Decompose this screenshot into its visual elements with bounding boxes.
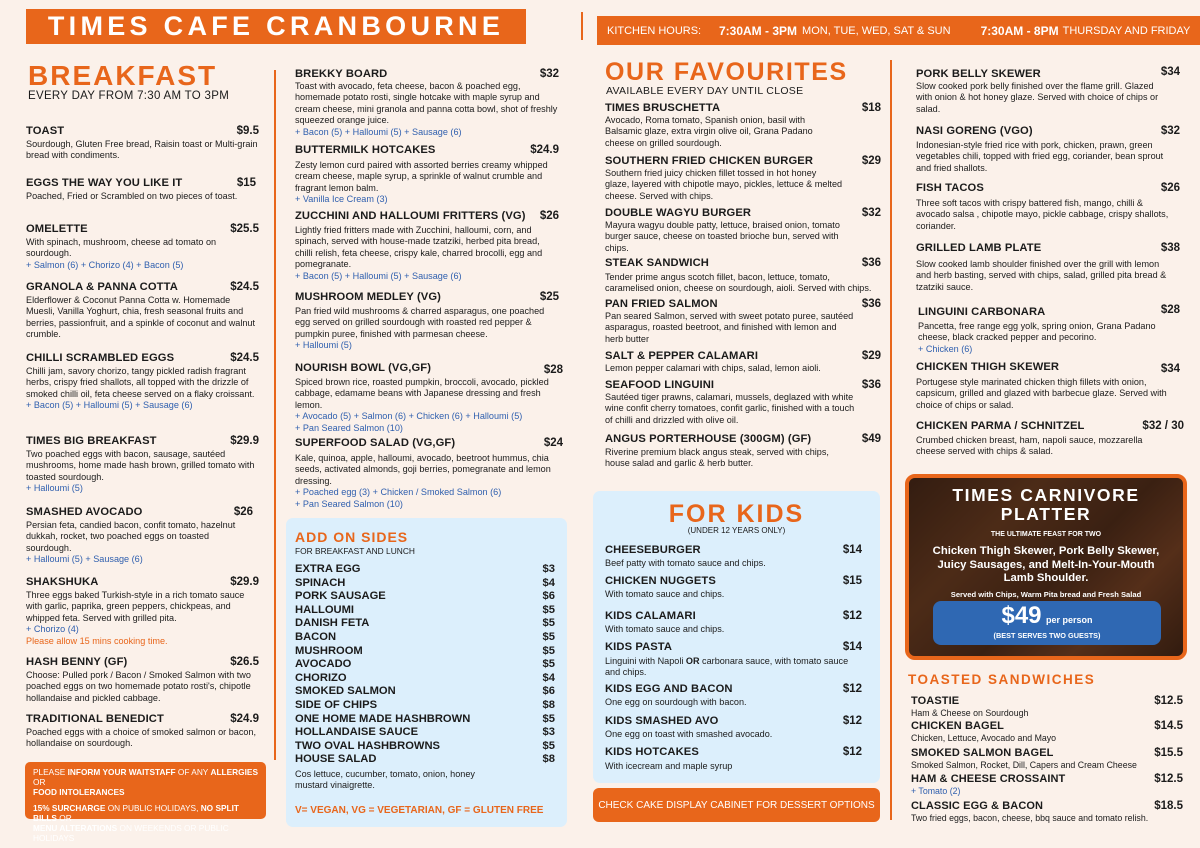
item-desc: Toast with avocado, feta cheese, bacon & poached egg, homemade potato rosti, single hotcake with maple syrup and cream cheese, mini granola and panna cotta bowl, shot of freshly squeezed orange juice.: [295, 81, 558, 126]
item-desc: Sourdough, Gluten Free bread, Raisin toast or Multi-grain bread with condiments.: [26, 139, 258, 161]
item-desc: Beef patty with tomato sauce and chips.: [605, 558, 766, 568]
item-name: CHICKEN PARMA / SCHNITZEL: [916, 420, 1085, 432]
item-price: $38: [1160, 242, 1180, 254]
menu-item: [911, 799, 1183, 824]
item-desc: With icecream and maple syrup: [605, 761, 733, 771]
item-desc: Zesty lemon curd paired with assorted berries creamy whipped cream cheese, maple syrup, a sprinkle of walnut crumble and fragrant lemon balm.: [295, 160, 548, 193]
item-addons: + Bacon (5) + Halloumi (5) + Sausage (6): [295, 126, 462, 137]
side-item: [295, 740, 555, 754]
side-price: $5: [542, 630, 555, 643]
item-desc: Pancetta, free range egg yolk, spring onion, Grana Padano cheese, black cracked pepper and pecorino.: [918, 321, 1156, 343]
item-name: EGGS THE WAY YOU LIKE IT: [26, 177, 183, 189]
side-name: PORK SAUSAGE: [295, 590, 386, 603]
menu-item: [916, 181, 1180, 232]
item-name: CHICKEN BAGEL: [911, 720, 1004, 732]
item-desc: Avocado, Roma tomato, Spanish onion, basil with Balsamic glaze, extra virgin olive oil, Grana Padano cheese on grilled sourdough.: [605, 115, 813, 148]
item-desc: Poached, Fried or Scrambled on two pieces of toast.: [26, 191, 238, 201]
item-price: $26: [233, 506, 253, 518]
menu-item: [295, 143, 559, 206]
side-item: [295, 685, 555, 699]
menu-item: [605, 432, 881, 470]
menu-item: [26, 280, 259, 341]
side-price: $5: [542, 712, 555, 725]
side-price: $5: [542, 644, 555, 657]
item-desc: Lightly fried fritters made with Zucchini, halloumi, corn, and spinach, served with house-made tzatziki, herbed pita bread, chilli relish, feta cheese, crispy kale, charred brocolli, egg and pomegranate.: [295, 225, 543, 270]
menu-item: [605, 378, 881, 426]
item-price: $29.9: [230, 435, 259, 447]
item-name: CHICKEN THIGH SKEWER: [916, 361, 1060, 373]
item-name: MUSHROOM MEDLEY (VG): [295, 291, 441, 303]
item-name: CHEESEBURGER: [605, 544, 701, 556]
item-desc: One egg on toast with smashed avocado.: [605, 729, 773, 739]
item-addons: + Bacon (5) + Halloumi (5) + Sausage (6): [26, 400, 193, 411]
item-name: SMOKED SALMON BAGEL: [911, 747, 1054, 759]
house-salad-desc: Cos lettuce, cucumber, tomato, onion, honey mustard vinaigrette.: [295, 769, 475, 791]
item-name: CHICKEN NUGGETS: [605, 575, 716, 587]
item-desc: Lemon pepper calamari with chips, salad, lemon aioli.: [605, 363, 821, 373]
favourites-subheading: AVAILABLE EVERY DAY UNTIL CLOSE: [606, 85, 804, 97]
hours-time-1: 7:30AM - 3PM: [719, 23, 798, 38]
item-name: KIDS EGG AND BACON: [605, 683, 733, 695]
menu-item: [26, 222, 259, 271]
sides-subheading: FOR BREAKFAST AND LUNCH: [295, 546, 415, 556]
favourites-heading: OUR FAVOURITES: [605, 58, 848, 86]
menu-item: [911, 719, 1183, 744]
add-on-sides-panel: [286, 518, 567, 827]
side-name: AVOCADO: [295, 658, 352, 671]
item-price: $24: [543, 437, 563, 449]
side-name: DANISH FETA: [295, 617, 370, 630]
item-price: $32: [861, 207, 881, 219]
item-name: PAN FRIED SALMON: [605, 298, 718, 310]
menu-item: [916, 67, 1180, 115]
item-price: $25: [539, 291, 559, 303]
menu-item: [916, 241, 1180, 293]
item-desc: Tender prime angus scotch fillet, bacon, lettuce, tomato, caramelised onion, cheese on sourdough, aioli. Served with chips.: [605, 272, 872, 294]
menu-item: [26, 575, 259, 647]
item-name: SOUTHERN FRIED CHICKEN BURGER: [605, 155, 814, 167]
item-desc: Chicken, Lettuce, Avocado and Mayo: [911, 733, 1057, 743]
item-price: $14: [842, 544, 862, 556]
item-name: KIDS CALAMARI: [605, 610, 696, 622]
item-desc: With tomato sauce and chips.: [605, 624, 725, 634]
item-price: $28: [543, 364, 563, 376]
item-name: ANGUS PORTERHOUSE (300GM) (GF): [605, 433, 812, 445]
item-price: $25.5: [230, 223, 259, 235]
item-price: $32 / 30: [1142, 420, 1184, 432]
item-addons: + Bacon (5) + Halloumi (5) + Sausage (6): [295, 270, 462, 281]
item-desc: One egg on sourdough with bacon.: [605, 697, 747, 707]
item-addons: + Tomato (2): [911, 786, 961, 796]
dietary-legend: V= VEGAN, VG = VEGETARIAN, GF = GLUTEN FREE: [295, 805, 544, 816]
item-name: TOASTIE: [911, 695, 960, 707]
side-name: EXTRA EGG: [295, 563, 361, 575]
side-item: [295, 726, 555, 740]
item-addons: + Pan Seared Salmon (10): [295, 422, 403, 433]
item-name: SUPERFOOD SALAD (VG,GF): [295, 437, 456, 449]
item-price: $12.5: [1154, 773, 1183, 785]
page-title: TIMES CAFE CRANBOURNE: [26, 9, 526, 44]
item-name: SEAFOOD LINGUINI: [605, 379, 715, 391]
side-price: $6: [542, 590, 555, 603]
item-desc: Elderflower & Coconut Panna Cotta w. Homemade Muesli, Vanilla Yoghurt, chia, fresh seasonal fruits and berries, passionfruit, and a spinkle of coconut and walnut crumble.: [26, 295, 255, 340]
platter-price: $49: [1001, 602, 1042, 629]
side-name: MUSHROOM: [295, 644, 363, 657]
sides-list: [295, 563, 555, 767]
item-price: $15.5: [1154, 747, 1183, 759]
menu-item: [911, 694, 1183, 719]
item-addons: + Halloumi (5): [295, 340, 352, 351]
menu-item: [916, 124, 1180, 174]
side-item: [295, 563, 555, 577]
item-price: $28: [1160, 304, 1180, 316]
menu-item: [916, 360, 1180, 411]
item-price: $12: [842, 610, 862, 622]
item-name: SALT & PEPPER CALAMARI: [605, 350, 759, 362]
item-price: $18.5: [1154, 800, 1183, 812]
toasted-sandwiches-heading: TOASTED SANDWICHES: [908, 672, 1096, 687]
side-name: SMOKED SALMON: [295, 685, 396, 698]
menu-item: [295, 67, 559, 138]
breakfast-heading: BREAKFAST: [28, 60, 218, 91]
item-addons: + Chorizo (4): [26, 624, 79, 635]
item-addons: + Poached egg (3) + Chicken / Smoked Salmon (6): [295, 487, 502, 498]
platter-desc: Chicken Thigh Skewer, Pork Belly Skewer, Juicy Sausages, and Melt-In-Your-Mouth Lamb Shoulder.: [932, 545, 1160, 584]
item-name: HAM & CHEESE CROSSAINT: [911, 773, 1066, 785]
item-price: $36: [861, 298, 881, 310]
menu-item: [605, 154, 881, 202]
item-name: GRANOLA & PANNA COTTA: [26, 281, 178, 293]
item-name: HASH BENNY (GF): [26, 656, 128, 668]
side-name: SPINACH: [295, 576, 346, 589]
platter-price-badge: [933, 601, 1161, 645]
side-name: HOLLANDAISE SAUCE: [295, 726, 419, 739]
side-item: [295, 753, 555, 767]
menu-item: [26, 434, 259, 495]
side-item: [295, 577, 555, 591]
item-name: DOUBLE WAGYU BURGER: [605, 207, 752, 219]
column-divider: [581, 12, 583, 40]
item-desc: Smoked Salmon, Rocket, Dill, Capers and Cream Cheese: [911, 760, 1137, 770]
item-name: LINGUINI CARBONARA: [918, 306, 1046, 318]
item-name: GRILLED LAMB PLATE: [916, 242, 1042, 254]
item-name: SHAKSHUKA: [26, 576, 99, 588]
menu-item: [605, 256, 881, 295]
side-item: [295, 658, 555, 672]
item-price: $29: [861, 155, 881, 167]
side-name: ONE HOME MADE HASHBROWN: [295, 712, 471, 725]
item-note: Please allow 15 mins cooking time.: [26, 635, 168, 646]
column-divider: [890, 60, 892, 820]
item-desc: With tomato sauce and chips.: [605, 589, 725, 599]
dessert-options-button[interactable]: CHECK CAKE DISPLAY CABINET FOR DESSERT OPTIONS: [593, 788, 880, 822]
hours-days-2: THURSDAY AND FRIDAY: [1062, 24, 1191, 37]
item-desc: Persian feta, candied bacon, confit tomato, hazelnut dukkah, rocket, two poached eggs on toasted sourdough.: [26, 520, 236, 553]
menu-item: [605, 297, 881, 345]
side-item: [295, 631, 555, 645]
menu-item: [605, 609, 862, 635]
menu-item: [295, 290, 559, 352]
item-price: $18: [861, 102, 881, 114]
item-price: $12: [842, 683, 862, 695]
item-price: $12: [842, 715, 862, 727]
item-desc: Ham & Cheese on Sourdough: [911, 708, 1029, 718]
menu-item: [295, 361, 563, 434]
menu-item: [26, 351, 259, 412]
item-name: CHILLI SCRAMBLED EGGS: [26, 352, 175, 364]
menu-item: [911, 772, 1183, 797]
item-addons: + Chicken (6): [918, 343, 973, 354]
item-desc: Slow cooked pork belly finished over the flame grill. Glazed with onion & hot honey glaze. Served with choice of chips or salad.: [916, 81, 1159, 114]
item-price: $32: [1160, 125, 1180, 137]
item-desc: Kale, quinoa, apple, halloumi, avocado, beetroot hummus, chia seeds, activated almonds, goji berries, pomegranate and lemon dressing.: [295, 453, 551, 486]
item-desc: Riverine premium black angus steak, served with chips, house salad and garlic & herb butter.: [605, 447, 829, 469]
item-name: BREKKY BOARD: [295, 68, 388, 80]
item-desc: Two fried eggs, bacon, cheese, bbq sauce and tomato relish.: [911, 813, 1149, 823]
side-item: [295, 713, 555, 727]
item-desc: Sautéed tiger prawns, calamari, mussels, deglazed with white wine confit cherry tomatoes, confit garlic, finished with a touch of chilli and drizzled with olive oil.: [605, 392, 855, 425]
side-item: [295, 645, 555, 659]
kids-heading: FOR KIDS: [668, 500, 805, 528]
side-price: $5: [542, 739, 555, 752]
item-price: $24.5: [230, 352, 259, 364]
carnivore-platter-card: [905, 474, 1187, 660]
item-name: KIDS SMASHED AVO: [605, 715, 719, 727]
breakfast-subheading: EVERY DAY FROM 7:30 AM TO 3PM: [28, 90, 230, 102]
item-addons: + Halloumi (5): [26, 483, 83, 494]
allergy-notice: PLEASE INFORM YOUR WAITSTAFF OF ANY ALLERGIES OR FOOD INTOLERANCES 15% SURCHARGE ON PUBLIC HOLIDAYS, NO SPLIT BILLS OR MENU ALTERATIONS ON WEEKENDS OR PUBLIC HOLIDAYS: [25, 762, 266, 819]
side-item: [295, 699, 555, 713]
item-price: $36: [861, 379, 881, 391]
side-price: $3: [542, 563, 555, 575]
item-addons: + Avocado (5) + Salmon (6) + Chicken (6) + Halloumi (5): [295, 411, 523, 422]
item-name: NASI GORENG (VGO): [916, 125, 1033, 137]
item-name: TOAST: [26, 125, 65, 137]
platter-serves: (BEST SERVES TWO GUESTS): [993, 631, 1101, 640]
item-desc: Linguini with Napoli OR carbonara sauce, with tomato sauce and chips.: [605, 656, 849, 678]
menu-item: [26, 124, 259, 162]
menu-item: [605, 682, 862, 708]
side-price: $4: [542, 576, 555, 589]
side-price: $4: [542, 671, 555, 684]
menu-item: [605, 745, 862, 772]
item-price: $26: [539, 210, 559, 222]
menu-item: [605, 543, 862, 569]
item-desc: Poached eggs with a choice of smoked salmon or bacon, hollandaise on sourdough.: [26, 727, 257, 749]
item-name: PORK BELLY SKEWER: [916, 68, 1041, 80]
item-desc: Two poached eggs with bacon, sausage, sautéed mushrooms, home made hash brown, grilled tomato with toasted sourdough.: [26, 449, 255, 482]
kids-subheading: (UNDER 12 YEARS ONLY): [687, 526, 786, 535]
item-desc: Portugese style marinated chicken thigh fillets with onion, capsicum, grilled and glazed with barbecue glaze. Served with choice of chips or salad.: [916, 377, 1167, 410]
item-price: $32: [539, 68, 559, 80]
item-name: ZUCCHINI AND HALLOUMI FRITTERS (VG): [295, 210, 526, 222]
item-desc: Three eggs baked Turkish-style in a rich tomato sauce with garlic, paprika, green peppers, chickpeas, and whipped feta. Served with grilled pita.: [26, 590, 245, 623]
item-name: KIDS HOTCAKES: [605, 746, 699, 758]
menu-item: [605, 101, 881, 149]
menu-item: [605, 349, 881, 374]
item-desc: Southern fried juicy chicken fillet tossed in hot honey glaze, layered with chipotle mayo, pickles, lettuce & melted cheese. Served with chips.: [605, 168, 843, 201]
item-name: STEAK SANDWICH: [605, 257, 709, 269]
side-name: BACON: [295, 630, 337, 643]
platter-price-unit: per person: [1045, 615, 1093, 625]
item-desc: Slow cooked lamb shoulder finished over the grill with lemon and herb basting, served with chips, salad, grilled pita bread & tzatziki sauce.: [916, 259, 1167, 292]
item-name: SMASHED AVOCADO: [26, 506, 143, 518]
side-price: $8: [542, 698, 555, 711]
item-desc: Mayura wagyu double patty, lettuce, braised onion, tomato burger sauce, cheese on toasted brioche bun, served with chips.: [605, 220, 840, 253]
item-name: BUTTERMILK HOTCAKES: [295, 144, 436, 156]
item-price: $24.9: [230, 713, 259, 725]
menu-item: [26, 712, 259, 750]
side-price: $6: [542, 685, 555, 698]
item-price: $14.5: [1154, 720, 1183, 732]
menu-item: [605, 714, 862, 740]
item-price: $34: [1160, 66, 1180, 78]
side-item: [295, 604, 555, 618]
item-price: $15: [236, 177, 256, 189]
hours-time-2: 7:30AM - 8PM: [980, 23, 1059, 38]
side-price: $5: [542, 603, 555, 616]
item-name: CLASSIC EGG & BACON: [911, 800, 1044, 812]
item-price: $49: [861, 433, 881, 445]
item-desc: Choose: Pulled pork / Bacon / Smoked Salmon with two poached eggs on two homemade potato rosti's, chipotle hollandaise and pickled cabbage.: [26, 670, 251, 703]
item-price: $24.9: [530, 144, 559, 156]
column-divider: [274, 70, 276, 760]
item-desc: Three soft tacos with crispy battered fish, mango, chilli & avocado salsa , chipotle mayo, pickle cabbage, crispy shallots, coriander.: [916, 198, 1169, 231]
item-desc: Pan fried wild mushrooms & charred asparagus, one poached egg served on grilled sourdough with roasted red pepper & pumpkin puree, finished with parmesan cheese.: [295, 306, 545, 339]
item-name: TIMES BRUSCHETTA: [605, 102, 721, 114]
side-item: [295, 672, 555, 686]
menu-item: [605, 640, 862, 679]
item-name: OMELETTE: [26, 223, 88, 235]
side-name: HALLOUMI: [295, 603, 355, 616]
item-desc: Chilli jam, savory chorizo, tangy pickled radish fragrant herbs, crispy fried shallots, all topped with the drizzle of smoked chilli oil, feta cheese served on a flaky croissant.: [26, 366, 255, 399]
item-desc: Crumbed chicken breast, ham, napoli sauce, mozzarella cheese served with chips & salad.: [916, 435, 1143, 457]
item-addons: + Vanilla Ice Cream (3): [295, 194, 388, 205]
item-desc: Pan seared Salmon, served with sweet potato puree, sautéed asparagus, roasted beetroot, and finished with lemon and herb butter: [605, 311, 854, 344]
menu-item: [605, 574, 862, 600]
item-name: TRADITIONAL BENEDICT: [26, 713, 164, 725]
side-price: $8: [542, 753, 555, 766]
item-desc: Spiced brown rice, roasted pumpkin, broccoli, avocado, pickled cabbage, edamame beans with Japanese dressing and fresh lemon.: [295, 377, 549, 410]
side-item: [295, 617, 555, 631]
item-price: $34: [1160, 363, 1180, 375]
item-price: $29: [861, 350, 881, 362]
side-price: $3: [542, 726, 555, 739]
item-price: $26: [1160, 182, 1180, 194]
hours-label: KITCHEN HOURS:: [607, 24, 702, 37]
item-name: NOURISH BOWL (VG,GF): [295, 362, 432, 374]
menu-item: [295, 209, 559, 282]
item-price: $14: [842, 641, 862, 653]
platter-tagline: THE ULTIMATE FEAST FOR TWO: [990, 531, 1102, 538]
side-name: SIDE OF CHIPS: [295, 698, 378, 711]
item-addons: + Halloumi (5) + Sausage (6): [26, 554, 143, 565]
side-name: CHORIZO: [295, 671, 347, 684]
item-name: KIDS PASTA: [605, 641, 673, 653]
sides-heading: ADD ON SIDES: [295, 529, 409, 545]
item-price: $15: [842, 575, 862, 587]
item-addons: + Pan Seared Salmon (10): [295, 498, 403, 509]
item-price: $26.5: [230, 656, 259, 668]
menu-item: [26, 505, 253, 566]
item-price: $29.9: [230, 576, 259, 588]
item-price: $24.5: [230, 281, 259, 293]
hours-days-1: MON, TUE, WED, SAT & SUN: [802, 24, 951, 37]
item-desc: Indonesian-style fried rice with pork, chicken, prawn, green vegetables chili, topped with fried egg, coriander, bean sprout and fried shallots.: [916, 140, 1164, 173]
menu-item: [295, 436, 563, 510]
side-item: [295, 590, 555, 604]
item-desc: With spinach, mushroom, cheese ad tomato on sourdough.: [26, 237, 217, 259]
item-price: $9.5: [236, 125, 259, 137]
item-name: FISH TACOS: [916, 182, 984, 194]
kitchen-hours-banner: [597, 16, 1200, 45]
item-price: $12.5: [1154, 695, 1183, 707]
side-price: $5: [542, 658, 555, 671]
platter-served-with: Served with Chips, Warm Pita bread and Fresh Salad: [950, 590, 1142, 599]
menu-item: [911, 746, 1183, 771]
platter-title: TIMES CARNIVORE PLATTER: [952, 485, 1140, 524]
menu-item: [26, 176, 256, 202]
side-price: $5: [542, 617, 555, 630]
menu-item: [605, 206, 881, 254]
menu-item: [916, 419, 1184, 458]
side-name: TWO OVAL HASHBROWNS: [295, 739, 441, 752]
item-name: TIMES BIG BREAKFAST: [26, 435, 157, 447]
item-price: $12: [842, 746, 862, 758]
menu-item: [918, 305, 1180, 355]
item-price: $36: [861, 257, 881, 269]
side-name: HOUSE SALAD: [295, 753, 377, 766]
item-addons: + Salmon (6) + Chorizo (4) + Bacon (5): [26, 259, 184, 270]
menu-item: [26, 655, 259, 704]
